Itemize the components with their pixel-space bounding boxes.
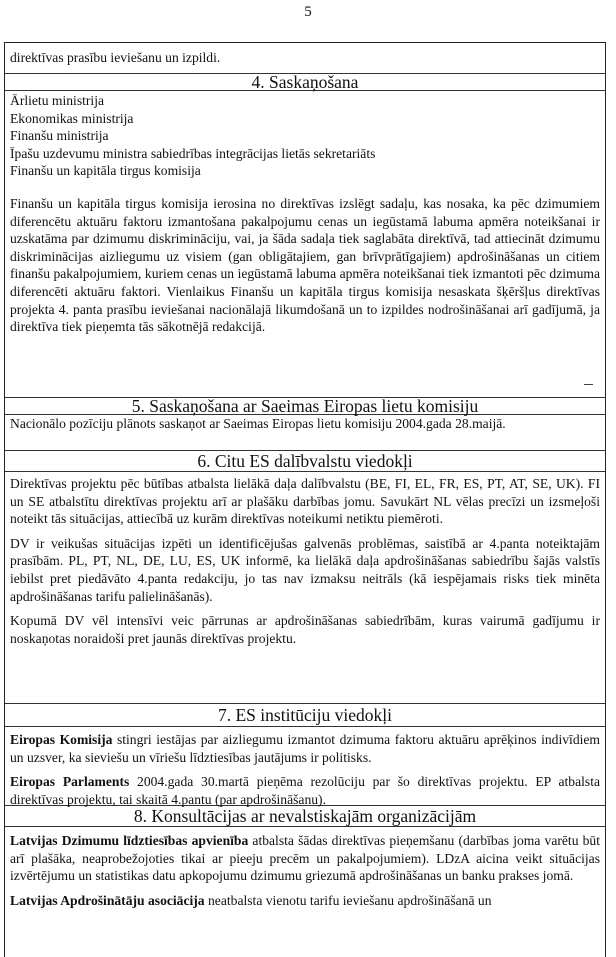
member-states-content — [5, 472, 605, 704]
institution-name: Eiropas Parlaments — [10, 774, 130, 790]
saeima-text: Nacionālo pozīciju plānots saskaņot ar Saeimas Eiropas lietu komisiju 2004.gada 28.maijā. — [10, 416, 506, 431]
organization-opinion: neatbalsta vienotu tarifu ieviešanu apdrošināšanā un — [204, 892, 492, 908]
coordination-content — [5, 91, 605, 398]
eu-institution-paragraph — [10, 773, 600, 808]
section-header-coordination: 4. Saskaņošana — [5, 74, 605, 91]
page-number: 5 — [304, 4, 312, 20]
section-header-ngo-consultations: 8. Konsultācijas ar nevalstiskajām organizācijām — [5, 806, 605, 827]
organization-name: Latvijas Dzimumu līdztiesības apvienība — [10, 833, 249, 848]
institution-opinion: stingri iestājas par aizliegumu izmantot dzimuma faktoru aktuāru aprēķinos indivīdiem un uzsver, ka sieviešu un vīriešu līdztiesības jautājums ir politisks. — [10, 732, 600, 765]
section-header-eu-institutions: 7. ES institūciju viedokļi — [5, 704, 605, 727]
member-states-paragraph: Direktīvas projektu pēc būtības atbalsta lielākā daļa dalībvalstu (BE, FI, EL, FR, ES, PT, AT, SE, UK). FI un SE atbalstītu direktīvas projektu arī ar plašāku darbības jomu. Savukārt NL vēlas precīzi un izsmeļoši noteikt tās situācijas, attiecībā uz kurām direktīvas noteikumi netiktu piemēroti. — [10, 476, 600, 527]
continuation-text: direktīvas prasību ieviešanu un izpildi. — [10, 50, 221, 65]
institution-opinion: 2004.gada 30.martā pieņēma rezolūciju par šo direktīvas projektu. EP atbalsta direktīvas projektu, tai skaitā 4.pantu (par apdrošināšanu). — [10, 774, 601, 807]
organization-opinion: atbalsta šādas direktīvas pieņemšanu (darbības joma varētu būt arī plašāka, neaprobežojoties tikai ar pieeju precēm un pakalpojumiem). LDzA aicina veikt situācijas izvērtējumu un statistikas datu apkopojumu dzimumu griezumā apdrošināšanas un banku prakses jomā. — [10, 833, 600, 884]
eu-institutions-content — [5, 727, 605, 806]
ngo-paragraph — [10, 832, 600, 885]
institution-item: Finanšu ministrija — [10, 128, 109, 144]
position-document-table — [4, 42, 606, 957]
eu-institution-paragraph — [10, 731, 600, 766]
section-header-saeima: 5. Saskaņošana ar Saeimas Eiropas lietu komisiju — [5, 398, 605, 415]
section-header-member-states: 6. Citu ES dalībvalstu viedokļi — [5, 451, 605, 472]
coordination-paragraph: Finanšu un kapitāla tirgus komisija ierosina no direktīvas izslēgt sadaļu, kas nosaka, ka pēc dzimumiem diferencētu aktuāru faktoru izmantošana pakalpojumu cenas un iegūstamā labuma apmēra noteikšanai ir uzskatāma par dzimumu diskrimināciju, vai, ja šāda sadaļa tiek saglabāta direktīvā, tad attiecināt dzimumu diskriminācijas aizliegumu uz visiem (gan obligātajiem, gan brīvprātīgajiem) apdrošināšanas un citiem finanšu pakalpojumiem, kuriem cenas un iegūstamā labuma apmēra noteikšanai tiek izmantoti pēc dzimuma diferencēti aktuāru faktori. Vienlaikus Finanšu un kapitāla tirgus komisija nesaskata šķēršļus direktīvas projekta 4. panta prasību ieviešanai nacionālajā likumdošanā un to izpildes nodrošināšanai arī gadījumā, ja direktīva tiek pieņemta tās sākotnējā redakcijā. — [10, 195, 600, 335]
institution-item: Ekonomikas ministrija — [10, 110, 134, 126]
institution-name: Eiropas Komisija — [10, 732, 113, 747]
institution-item: Finanšu un kapitāla tirgus komisija — [10, 163, 201, 179]
member-states-paragraph: Kopumā DV vēl intensīvi veic pārrunas ar apdrošināšanas sabiedrībām, kuras vairumā gadījumu ir noskaņotas noraidoši pret jaunās direktīvas projektu. — [10, 613, 600, 646]
institutions-list — [10, 92, 600, 180]
dash-mark — [584, 384, 593, 385]
organization-name: Latvijas Apdrošinātāju asociācija — [10, 892, 205, 908]
ngo-consultations-content — [5, 827, 605, 957]
institution-item: Ārlietu ministrija — [10, 93, 105, 108]
ngo-paragraph — [10, 892, 600, 910]
institution-item: Īpašu uzdevumu ministra sabiedrības integrācijas lietās sekretariāts — [10, 145, 376, 161]
saeima-content — [5, 415, 605, 451]
member-states-paragraph: DV ir veikušas situācijas izpēti un identificējušas galvenās problēmas, saistībā ar 4.panta noteiktajām prasībām. PL, PT, NL, DE, LU, ES, UK informē, ka lielākā daļa apdrošināšanas sabiedrību šajās valstīs iebilst pret piedāvāto 4.panta redakciju, jo tas nav izmaksu neitrāls (kā iespējamais risks tiek minēta apdrošināšanas tarifu palielināšanās). — [10, 535, 600, 604]
continuation-row — [5, 43, 605, 74]
